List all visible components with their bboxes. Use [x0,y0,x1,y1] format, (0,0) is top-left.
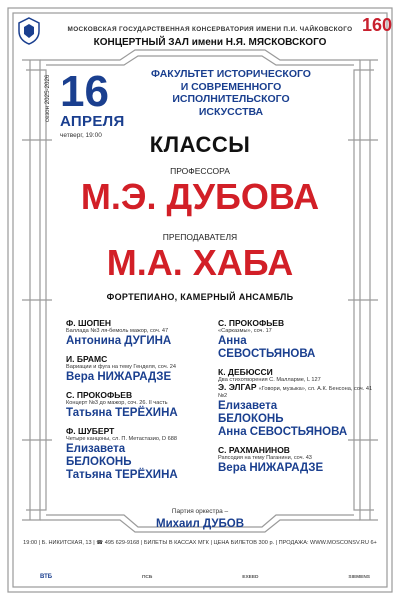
partner-logos [40,570,370,584]
concert-hall-name: КОНЦЕРТНЫЙ ЗАЛ имени Н.Я. МЯСКОВСКОГО [93,37,327,48]
composer: Ф. ШУБЕРТ [66,426,115,436]
performer: Вера НИЖАРАДЗЕ [218,462,324,474]
work: «Сарказмы», соч. 17 [218,328,272,334]
performer: Вера НИЖАРАДЗЕ [66,371,172,383]
work: Концерт №3 до мажор, соч. 26. II часть [66,400,168,406]
conservatory-name: МОСКОВСКАЯ ГОСУДАРСТВЕННАЯ КОНСЕРВАТОРИЯ ИМЕНИ П.И. ЧАЙКОВСКОГО [67,26,353,33]
teacher-name-1: М.Э. ДУБОВА [80,176,320,217]
teacher-name-2: М.А. ХАБА [106,242,294,283]
performer: БЕЛОКОНЬ [66,456,132,468]
teacher-role-1: ПРОФЕССОРА [170,166,230,176]
composer: С. ПРОКОФЬЕВ [66,390,133,400]
performer: Татьяна ТЕРЁХИНА [66,469,178,481]
performer: Антонина ДУГИНА [66,335,172,347]
season-label: сезон 2025-2026 [44,74,51,122]
faculty-name: ФАКУЛЬТЕТ ИСТОРИЧЕСКОГО И СОВРЕМЕННОГО ИСПОЛНИТЕЛЬСКОГО ИСКУССТВА [151,68,311,118]
work-second-text: «Говори, музыка», сл. А.К. Бенсона, соч. 41 №2 [218,386,373,399]
program-item [66,318,206,348]
specialty: ФОРТЕПИАНО, КАМЕРНЫЙ АНСАМБЛЬ [106,292,294,302]
anniversary-160-logo [362,14,392,36]
performer: Елизавета [218,400,278,412]
work: Рапсодия на тему Паганини, соч. 43 [218,455,312,461]
composer: С. ПРОКОФЬЕВ [218,318,285,328]
program-item [218,445,374,475]
date-day: 16 [60,67,109,116]
partner-logo: SIEMENS [348,574,370,580]
date-weekday-time: четверг, 19:00 [60,132,102,139]
composer: С. РАХМАНИНОВ [218,445,290,455]
partner-logo: EXEED [242,574,259,580]
performer: Татьяна ТЕРЁХИНА [66,407,178,419]
performer: Елизавета [66,443,126,455]
program-item [218,318,374,361]
work: Баллада №3 ля-бемоль мажор, соч. 47 [66,328,169,334]
partner-logo: ВТБ [40,574,53,580]
program-item [66,390,206,420]
program-item [218,367,374,439]
performer: БЕЛОКОНЬ [218,413,284,425]
work-second [218,384,374,400]
program-item [66,354,206,384]
work: Четыре канцоны, сл. П. Метастазио, D 688 [66,436,177,442]
performer: Анна СЕВОСТЬЯНОВА [218,426,348,438]
date-month: АПРЕЛЯ [60,113,125,130]
classes-title: КЛАССЫ [149,132,251,157]
work: Вариации и фуга на тему Генделя, соч. 24 [66,364,176,370]
orchestra-name: Михаил ДУБОВ [155,518,244,530]
composer-second: Э. ЭЛГАР [218,382,257,392]
performer: СЕВОСТЬЯНОВА [218,348,316,360]
date-block [60,67,140,139]
ticket-info-line: 19:00 | Б. НИКИТСКАЯ, 13 | ☎ 495 629-9168 | БИЛЕТЫ В КАССАХ МГК | ЦЕНА БИЛЕТОВ 300 р. | ПРОДАЖА: WWW.MOSCONSV.RU 6+ [23,540,377,546]
teacher-role-2: ПРЕПОДАВАТЕЛЯ [162,232,238,242]
composer: И. БРАМС [66,354,108,364]
performer: Анна [218,335,247,347]
orchestra-label: Партия оркестра – [171,508,229,515]
work: Два стихотворения С. Малларме, L 127 [218,377,321,383]
partner-logo: ПСБ [141,574,153,580]
program-left-column [66,318,206,488]
logo-160-text: 160 [362,15,393,35]
composer: Ф. ШОПЕН [66,318,112,328]
composer: К. ДЕБЮССИ [218,367,273,377]
program-item [66,426,206,482]
program-right-column [218,318,374,481]
conservatory-emblem-icon [17,17,41,45]
